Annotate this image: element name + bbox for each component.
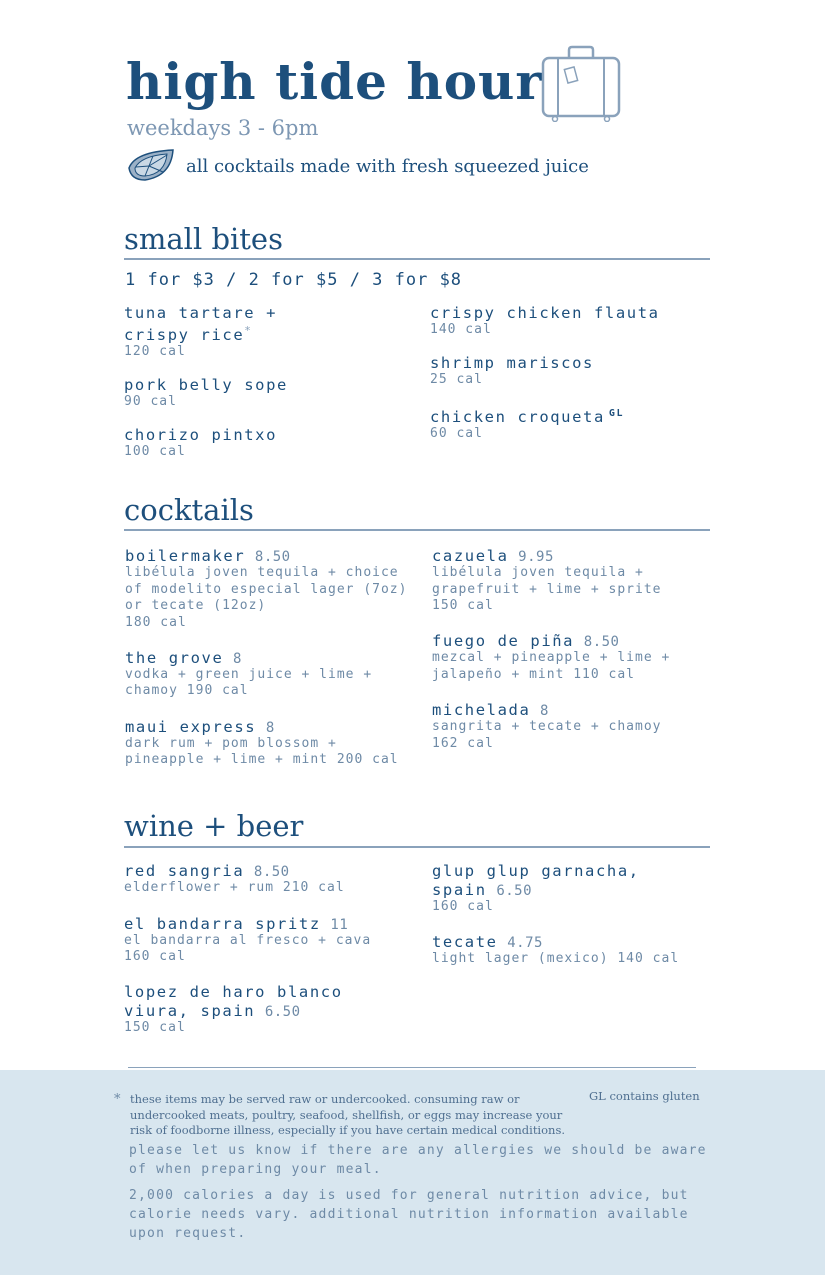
item-name: glup glup garnacha, spain	[432, 862, 640, 899]
item-description: vodka + green juice + lime + chamoy 190 cal	[125, 666, 373, 698]
menu-item	[432, 932, 692, 968]
menu-item	[125, 648, 415, 700]
item-calories: 150 cal	[432, 598, 494, 613]
raw-food-notice: these items may be served raw or undercooked. consuming raw or undercooked meats, poultry, seafood, shellfish, or eggs may increase your risk of foodborne illness, especially if you have certain medical conditions.	[130, 1092, 566, 1137]
menu-item	[432, 861, 662, 915]
item-name: the grove	[125, 648, 224, 667]
item-price: 6.50	[496, 883, 533, 899]
item-description: el bandarra al fresco + cava	[124, 932, 372, 948]
hours-subtitle: weekdays 3 - 6pm	[127, 116, 319, 140]
item-price: 11	[330, 916, 349, 933]
raw-notice-marker: *	[114, 1092, 121, 1107]
menu-item	[125, 546, 415, 631]
menu-item	[124, 377, 414, 410]
cocktails-divider	[124, 529, 710, 531]
item-name: cazuela	[432, 547, 509, 565]
item-description: dark rum + pom blossom + pineapple + lime + mint 200 cal	[125, 735, 399, 767]
suitcase-icon	[538, 44, 624, 122]
item-description: mezcal + pineapple + lime + jalapeño + mint 110 cal	[432, 650, 671, 682]
item-calories: 60 cal	[430, 426, 483, 442]
item-price: 6.50	[264, 1004, 301, 1020]
item-name: chorizo pintxo	[124, 426, 278, 445]
item-calories: 160 cal	[432, 899, 494, 914]
small-bites-pricing: 1 for $3 / 2 for $5 / 3 for $8	[125, 270, 463, 290]
wine-beer-left-column	[124, 861, 394, 1053]
item-name: fuego de piña	[432, 632, 575, 650]
small-bites-divider	[124, 258, 710, 260]
item-calories: 25 cal	[430, 372, 483, 387]
item-calories: 90 cal	[124, 394, 177, 410]
item-description: light lager (mexico) 140 cal	[432, 951, 680, 966]
citrus-slice-icon	[127, 148, 177, 182]
item-calories: 120 cal	[124, 344, 186, 360]
item-price: 4.75	[507, 935, 543, 951]
item-price: 8	[233, 650, 242, 667]
item-price: 8.50	[254, 549, 291, 565]
juice-tagline: all cocktails made with fresh squeezed juice	[186, 156, 589, 177]
item-price: 8.50	[253, 864, 290, 880]
menu-item	[432, 546, 702, 614]
cocktails-left-column	[125, 546, 415, 786]
item-name: michelada	[432, 701, 531, 719]
wine-beer-divider	[124, 846, 710, 848]
item-name: red sangria	[124, 862, 245, 880]
item-price: 9.95	[518, 549, 554, 565]
item-price: 8.50	[583, 634, 620, 650]
small-bites-right-column	[430, 305, 720, 459]
item-calories: 100 cal	[124, 444, 186, 460]
item-calories: 162 cal	[432, 735, 494, 751]
item-name: chicken croqueta	[430, 408, 605, 427]
nutrition-notice: 2,000 calories a day is used for general nutrition advice, but calorie needs vary. additional nutrition information available upon request.	[129, 1188, 689, 1241]
item-calories: 150 cal	[124, 1020, 186, 1035]
item-description: elderflower + rum 210 cal	[124, 880, 345, 895]
item-name: pork belly sope	[124, 376, 288, 395]
footer-panel	[0, 1070, 825, 1275]
item-name: el bandarra spritz	[124, 914, 321, 933]
cocktails-heading: cocktails	[124, 493, 254, 527]
small-bites-heading: small bites	[124, 222, 283, 256]
footer-divider	[128, 1067, 696, 1068]
menu-item	[124, 305, 324, 360]
item-calories: 160 cal	[124, 949, 186, 964]
menu-item	[124, 982, 364, 1036]
small-bites-left-column	[124, 305, 414, 477]
gluten-marker: GL	[608, 408, 625, 419]
item-name: lopez de haro blanco viura, spain	[124, 983, 343, 1020]
gluten-key: GL contains gluten	[589, 1089, 700, 1103]
menu-item	[432, 700, 702, 752]
wine-beer-heading: wine + beer	[124, 809, 304, 843]
item-description: libélula joven tequila + choice of modelito especial lager (7oz) or tecate (12oz)	[125, 565, 408, 613]
menu-item	[124, 861, 394, 897]
item-description: sangrita + tecate + chamoy	[432, 719, 662, 734]
item-name: boilermaker	[125, 547, 246, 565]
item-name: shrimp mariscos	[430, 354, 594, 372]
item-description: libélula joven tequila + grapefruit + lime + sprite	[432, 565, 662, 597]
item-name: tuna tartare + crispy rice	[124, 304, 278, 345]
page-title: high tide hour	[126, 52, 543, 111]
menu-item	[430, 405, 720, 442]
wine-beer-right-column	[432, 861, 692, 985]
item-calories: 180 cal	[125, 614, 187, 630]
menu-item	[432, 631, 702, 683]
cocktails-right-column	[432, 546, 702, 769]
menu-item	[430, 355, 720, 388]
item-calories: 140 cal	[430, 322, 492, 337]
item-name: crispy chicken flauta	[430, 304, 660, 322]
item-name: maui express	[125, 717, 257, 736]
menu-item	[125, 717, 415, 769]
menu-item	[124, 427, 414, 460]
item-price: 8	[540, 703, 549, 719]
menu-item	[430, 305, 720, 338]
raw-marker: *	[244, 324, 253, 337]
menu-item	[124, 914, 394, 966]
allergy-notice: please let us know if there are any allergies we should be aware of when preparing your meal.	[129, 1143, 707, 1177]
item-price: 8	[265, 719, 275, 736]
item-name: tecate	[432, 933, 498, 951]
